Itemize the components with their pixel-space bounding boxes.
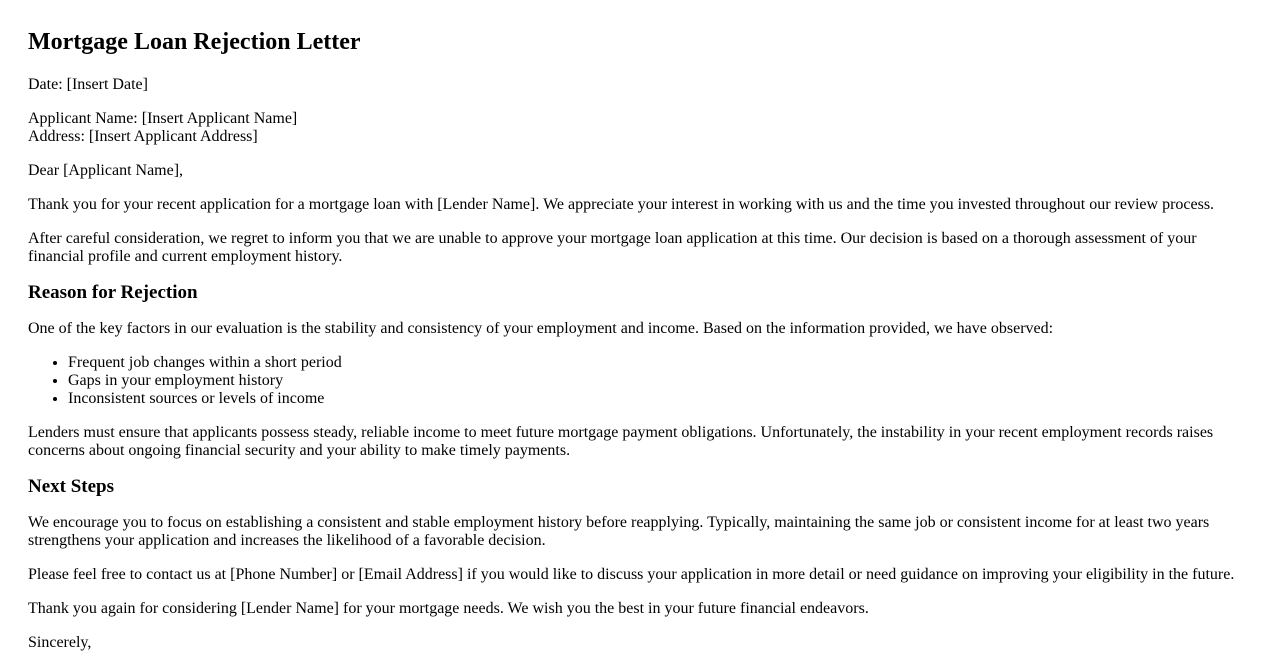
- intro-paragraph: Thank you for your recent application for a mortgage loan with [Lender Name]. We appreciate your interest in working with us and the time you invested throughout our review process.: [28, 196, 1215, 213]
- next-steps-paragraph: We encourage you to focus on establishing a consistent and stable employment history before reapplying. Typically, maintaining the same job or consistent income for at least two years strengthens your application and increases the likelihood of a favorable decision.: [28, 514, 1210, 549]
- applicant-name-line: Applicant Name: [Insert Applicant Name]: [28, 110, 298, 127]
- reason-list-item: • Gaps in your employment history: [68, 372, 1250, 390]
- applicant-address-line: Address: [Insert Applicant Address]: [28, 128, 258, 145]
- reason-list-item: • Inconsistent sources or levels of income: [68, 390, 1250, 408]
- signoff: Sincerely,: [28, 634, 92, 651]
- contact-paragraph: Please feel free to contact us at [Phone Number] or [Email Address] if you would like to discuss your application in more detail or need guidance on improving your eligibility in the future.: [28, 566, 1235, 583]
- reason-list-item: • Frequent job changes within a short period: [68, 354, 1250, 372]
- salutation: Dear [Applicant Name],: [28, 162, 184, 179]
- date-line: Date: [Insert Date]: [28, 76, 148, 93]
- next-steps-heading: Next Steps: [28, 476, 115, 497]
- reason-list: [28, 354, 1250, 408]
- reason-intro: One of the key factors in our evaluation is the stability and consistency of your employment and income. Based on the information provided, we have observed:: [28, 320, 1054, 337]
- applicant-block: [28, 110, 1250, 146]
- letter-title: Mortgage Loan Rejection Letter: [28, 29, 361, 55]
- reason-heading: Reason for Rejection: [28, 282, 198, 303]
- closing-paragraph: Thank you again for considering [Lender Name] for your mortgage needs. We wish you the best in your future financial endeavors.: [28, 600, 869, 617]
- lender-paragraph: Lenders must ensure that applicants possess steady, reliable income to meet future mortgage payment obligations. Unfortunately, the instability in your recent employment records raises concerns about ongoing financial security and your ability to make timely payments.: [28, 424, 1214, 459]
- decision-paragraph: After careful consideration, we regret to inform you that we are unable to approve your mortgage loan application at this time. Our decision is based on a thorough assessment of your financial profile and current employment history.: [28, 230, 1197, 265]
